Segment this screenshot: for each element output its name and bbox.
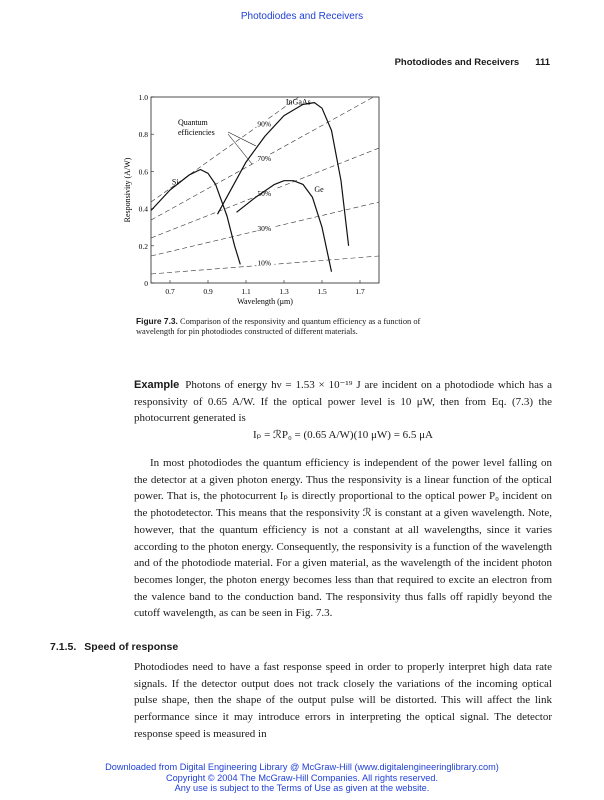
caption-label: Figure 7.3. — [136, 316, 178, 326]
running-head — [395, 57, 550, 68]
qe-label-line2: efficiencies — [178, 128, 215, 137]
footer — [0, 762, 604, 794]
y-tick-label: 0.8 — [138, 130, 148, 140]
series-label-ge: Ge — [314, 184, 324, 194]
y-axis-label: Responsivity (A/W) — [123, 157, 132, 223]
efficiency-label: 70% — [257, 154, 272, 164]
footer-line-3: Any use is subject to the Terms of Use as given at the website. — [174, 783, 430, 793]
efficiency-label: 50% — [257, 189, 272, 198]
qe-pointer-2 — [228, 134, 252, 164]
figure-caption — [136, 316, 436, 337]
section-number: 7.1.5. — [50, 641, 77, 653]
series-label-ingaas: InGaAs — [285, 97, 311, 107]
x-tick-label: 1.1 — [241, 287, 251, 296]
x-tick-label: 0.9 — [203, 287, 213, 296]
caption-text: Comparison of the responsivity and quantum efficiency as a function of wavelength for pin photodiodes constructed of different materials. — [136, 317, 421, 336]
x-axis-label: Wavelength (μm) — [237, 297, 293, 306]
equation: Iₚ = ℛP₀ = (0.65 A/W)(10 μW) = 6.5 μA — [252, 429, 433, 441]
running-head-title: Photodiodes and Receivers — [394, 57, 520, 68]
y-tick-label: 0.4 — [138, 204, 148, 214]
y-tick-label: 0.2 — [138, 241, 148, 251]
x-tick-label: 1.5 — [317, 287, 327, 296]
efficiency-label: 30% — [257, 223, 272, 233]
footer-line-1[interactable]: Downloaded from Digital Engineering Library @ McGraw-Hill (www.digitalengineeringlibrary.com) — [105, 762, 499, 772]
example-block — [134, 377, 552, 427]
curve-si — [151, 170, 240, 265]
y-tick-label: 0.6 — [138, 167, 148, 177]
y-tick-label: 1.0 — [138, 93, 148, 102]
footer-line-2: Copyright © 2004 The McGraw-Hill Companies. All rights reserved. — [165, 772, 439, 783]
top-link[interactable]: Photodiodes and Receivers — [240, 11, 364, 22]
example-label: Example — [134, 379, 180, 391]
y-tick-label: 0 — [144, 279, 148, 288]
paragraph-1-text: In most photodiodes the quantum efficiency is independent of the power level falling on the detector at a given photon energy. Thus the responsivity is a linear function of the optical power. That is, the photocurrent Iₚ is directly proportional to the optical power P₀ incident on the photodetector. This means that the responsivity ℛ is constant at a given wavelength. Note, however, that the quantum efficiency is not a constant at all wavelengths, since it varies according to the photon energy. Consequently, the responsivity is a function of the wavelength and of the photodiode material. For a given material, as the wavelength of the incident photon becomes longer, the photon energy becomes less than that required to excite an electron from the valence band to the conduction band. The responsivity thus falls off rapidly beyond the cutoff wavelength, as can be seen in Fig. 7.3. — [134, 457, 552, 620]
x-tick-label: 1.3 — [279, 287, 289, 296]
efficiency-label: 10% — [257, 258, 272, 268]
paragraph-2: Photodiodes need to have a fast response speed in order to properly interpret high data rate signals. If the detector output does not track closely the variations of the incoming optical pulse shape, then the shape of the output pulse will be distorted. This will affect the link performance since it may introduce errors in interpreting the optical signal. The detector response speed is measured in — [134, 661, 552, 740]
paragraph-1 — [134, 455, 552, 622]
x-tick-label: 0.7 — [165, 287, 175, 296]
x-tick-label: 1.7 — [355, 287, 365, 296]
example-text: Photons of energy hν = 1.53 × 10⁻¹⁹ J are incident on a photodiode which has a responsivity of 0.65 A/W. If the optical power level is 10 μW, then from Eq. (7.3) the photocurrent generated is — [134, 379, 552, 425]
series-label-si: Si — [171, 177, 179, 187]
efficiency-label: 90% — [257, 119, 272, 129]
responsivity-chart — [118, 88, 388, 310]
curve-ge — [237, 181, 332, 272]
curve-ingaas — [218, 103, 349, 246]
page-number: 111 — [535, 57, 550, 68]
qe-label-line1: Quantum — [178, 118, 208, 127]
section-title: Speed of response — [84, 641, 179, 653]
section-heading — [50, 641, 178, 653]
